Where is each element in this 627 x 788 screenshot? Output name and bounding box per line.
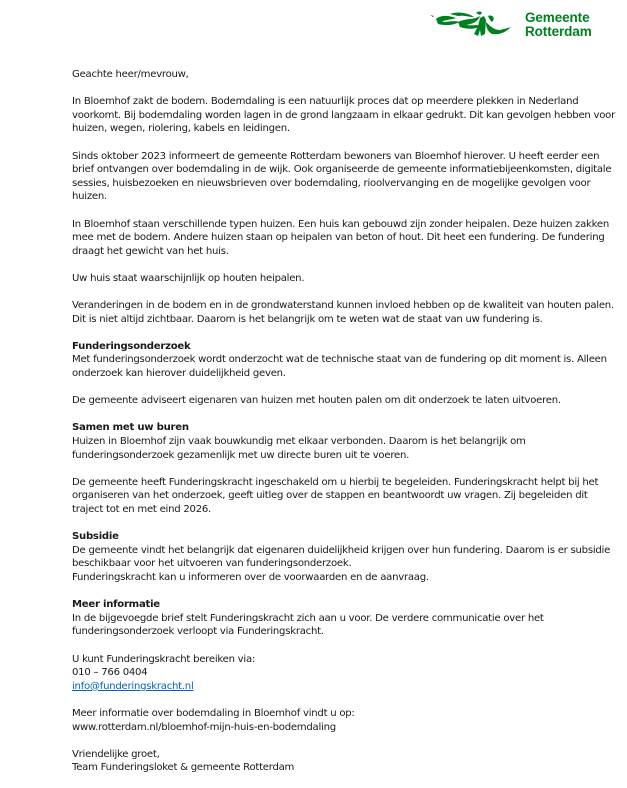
section-meer-informatie — [72, 598, 617, 639]
rotterdam-lion-wave-icon — [428, 10, 512, 40]
logo-line-rotterdam: Rotterdam — [525, 24, 592, 39]
salutation: Geachte heer/mevrouw, — [72, 69, 189, 80]
intro-paragraph: Sinds oktober 2023 informeert de gemeente Rotterdam bewoners van Bloemhof hierover. U heeft eerder een brief ontvangen over bodemdaling in de wijk. Ook organiseerde de gemeente informatiebijeenkomsten, digitale sessies, huisbezoeken en nieuwsbrieven over bodemdaling, rioolvervanging en de mogelijke gevolgen voor huizen. — [72, 150, 612, 203]
section-paragraph: Met funderingsonderzoek wordt onderzocht wat de technische staat van de fundering op dit moment is. Alleen onderzoek kan hierover duidelijkheid geven. — [72, 354, 607, 380]
section-paragraph: Huizen in Bloemhof zijn vaak bouwkundig met elkaar verbonden. Daarom is het belangrijk om funderingsonderzoek gezamenlijk met uw directe buren uit te voeren. — [72, 436, 526, 461]
contact-intro: U kunt Funderingskracht bereiken via: — [72, 653, 256, 665]
section-paragraph: De gemeente heeft Funderingskracht ingeschakeld om u hierbij te begeleiden. Funderingskracht helpt bij het organiseren van het onderzoek, geeft uitleg over de stappen en beantwoordt uw vragen. Zij begeleiden dit traject tot en met eind 2026. — [72, 476, 599, 515]
gemeente-rotterdam-logo — [428, 10, 592, 40]
intro-paragraph: Uw huis staat waarschijnlijk op houten heipalen. — [72, 272, 305, 284]
contact-email-link[interactable]: info@funderingskracht.nl — [72, 680, 194, 692]
section-paragraph: De gemeente adviseert eigenaren van huizen met houten palen om dit onderzoek te laten uitvoeren. — [72, 395, 561, 407]
section-heading: Meer informatie — [72, 599, 160, 611]
contact-phone: 010 – 766 0404 — [72, 667, 148, 679]
closing-block — [72, 748, 617, 775]
section-heading: Samen met uw buren — [72, 422, 189, 434]
section-subsidie — [72, 530, 617, 584]
section-samen-met-uw-buren — [72, 421, 617, 516]
more-info-intro: Meer informatie over bodemdaling in Bloemhof vindt u op: — [72, 707, 355, 719]
subsidie-text: De gemeente vindt het belangrijk dat eigenaren duidelijkheid krijgen over hun fundering. Daarom is er subsidie beschikbaar voor het uitvoeren van funderingsonderzoek. — [72, 544, 611, 570]
logo-line-gemeente: Gemeente — [525, 10, 590, 25]
signature: Team Funderingsloket & gemeente Rotterdam — [72, 762, 295, 774]
letter-body — [72, 68, 617, 788]
section-paragraph: In de bijgevoegde brief stelt Funderingskracht zich aan u voor. De verdere communicatie over het funderingsonderzoek verloopt via Funderingskracht. — [72, 612, 544, 638]
section-heading: Funderingsonderzoek — [72, 340, 191, 352]
contact-block — [72, 653, 617, 694]
more-info-block — [72, 707, 617, 734]
subsidie-info-text: Funderingskracht kan u informeren over de voorwaarden en de aanvraag. — [72, 571, 429, 583]
more-info-url: www.rotterdam.nl/bloemhof-mijn-huis-en-bodemdaling — [72, 721, 336, 733]
section-paragraph — [72, 544, 617, 585]
intro-paragraph: In Bloemhof zakt de bodem. Bodemdaling is een natuurlijk proces dat op meerdere plekken in Nederland voorkomt. Bij bodemdaling worden lagen in de grond langzaam in elkaar gedrukt. Dit kan gevolgen hebben voor huizen, wegen, riolering, kabels en leidingen. — [72, 96, 616, 135]
closing: Vriendelijke groet, — [72, 748, 160, 760]
section-heading: Subsidie — [72, 531, 119, 543]
intro-paragraph: In Bloemhof staan verschillende typen huizen. Een huis kan gebouwd zijn zonder heipalen. Deze huizen zakken mee met de bodem. Andere huizen staan op heipalen van beton of hout. Dit heet een fundering. De fundering draagt het gewicht van het huis. — [72, 218, 609, 257]
logo-wordmark — [525, 11, 592, 39]
section-funderingsonderzoek — [72, 340, 617, 408]
intro-paragraph: Veranderingen in de bodem en in de grondwaterstand kunnen invloed hebben op de kwaliteit van houten palen. Dit is niet altijd zichtbaar. Daarom is het belangrijk om te weten wat de staat van uw fundering is. — [72, 300, 614, 325]
